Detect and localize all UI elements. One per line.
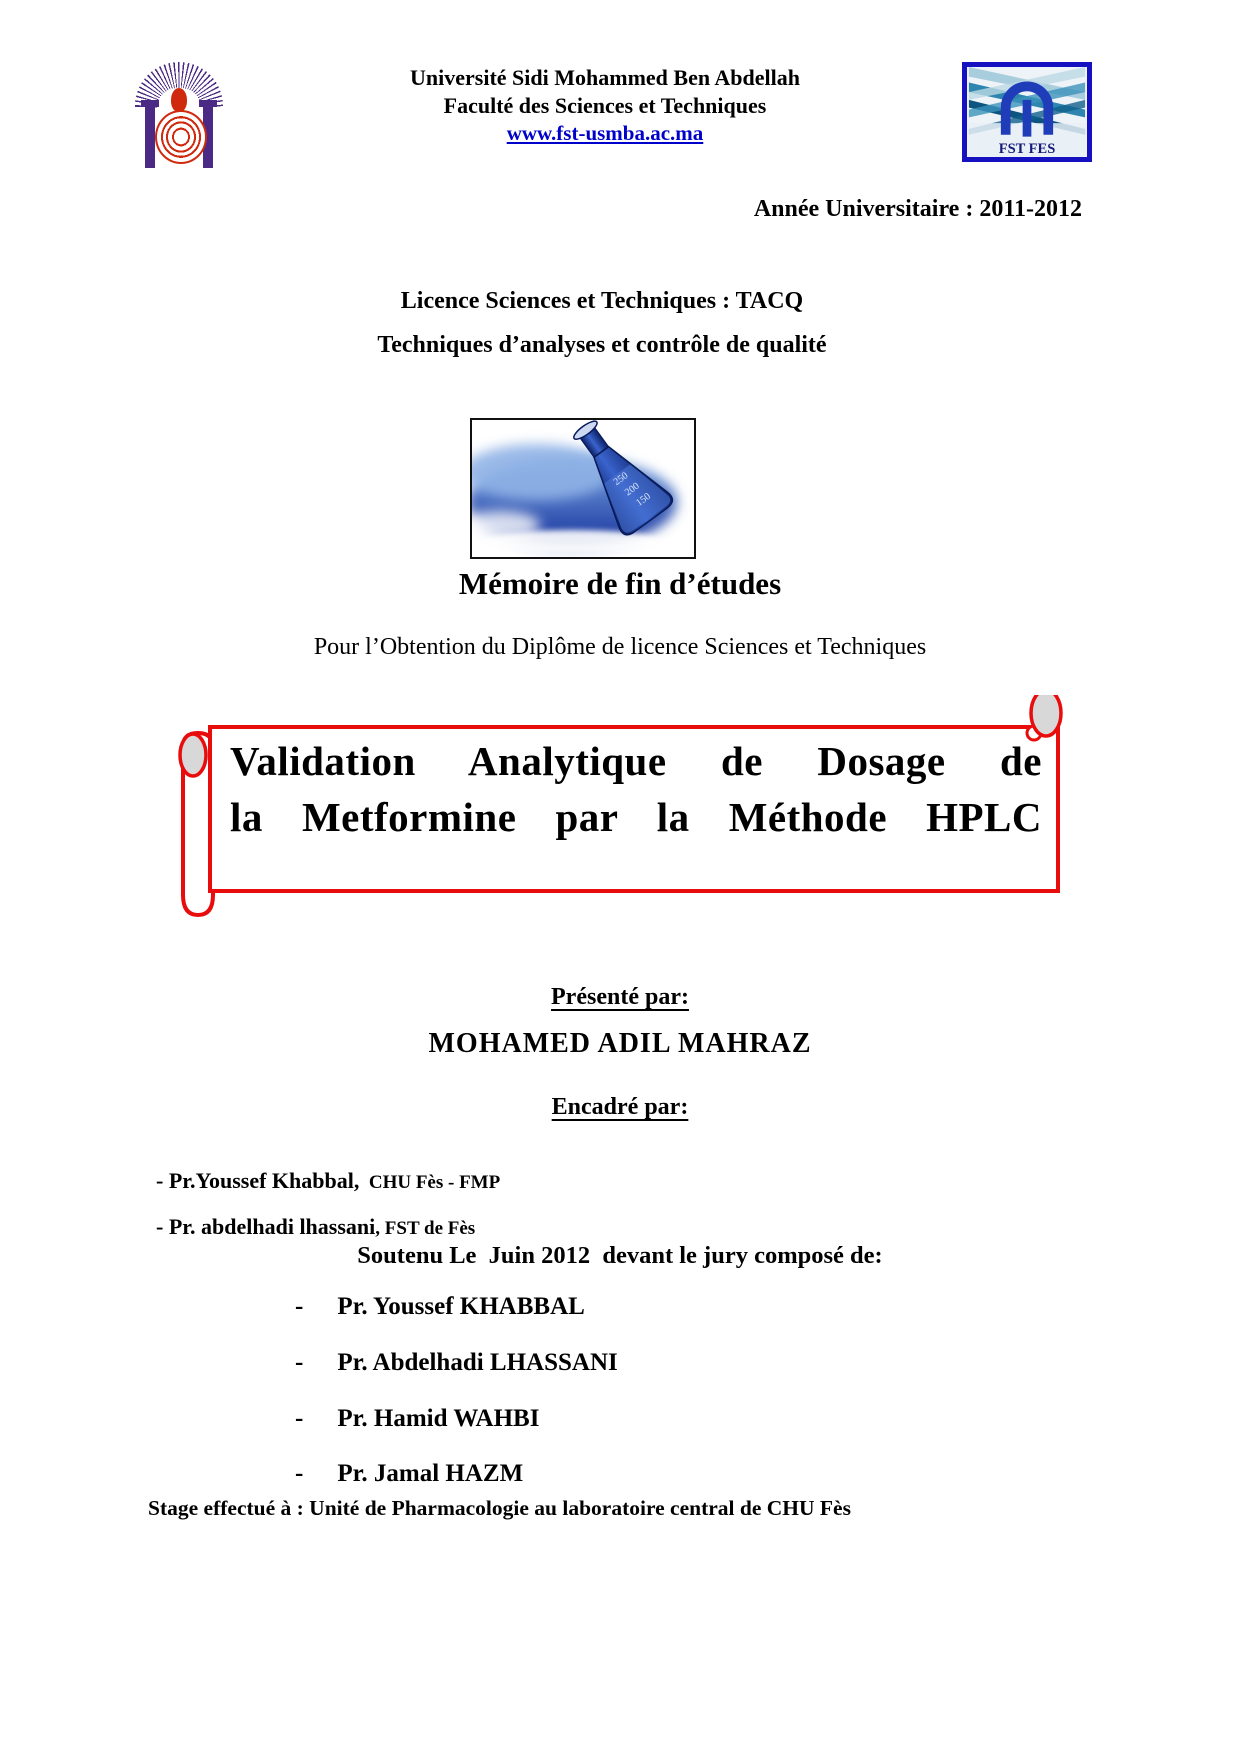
graduation-200: 200	[622, 480, 642, 499]
emblem-left-column	[145, 106, 155, 168]
university-name: Université Sidi Mohammed Ben Abdellah	[410, 65, 800, 90]
fst-logo-caption: FST FES	[998, 141, 1056, 157]
thesis-title-line2: la Metformine par la Méthode HPLC	[230, 794, 1042, 840]
jury-member-name: Pr. Jamal HAZM	[337, 1460, 524, 1487]
emblem-ornament	[171, 88, 187, 112]
jury-dash: -	[295, 1460, 304, 1487]
jury-dash: -	[295, 1349, 304, 1376]
fst-fes-logo-icon	[962, 62, 1092, 162]
supervisor-name: - Pr.Youssef Khabbal,	[156, 1168, 360, 1193]
program-degree-line: Licence Sciences et Techniques : TACQ	[400, 288, 804, 314]
jury-dash: -	[295, 1293, 304, 1320]
internship-location: Stage effectué à : Unité de Pharmacologie au laboratoire central de CHU Fès	[148, 1496, 851, 1520]
header	[255, 64, 955, 147]
graduation-250: 250	[611, 470, 631, 488]
jury-dash: -	[295, 1405, 304, 1432]
jury-member-name: Pr. Youssef KHABBAL	[337, 1293, 585, 1320]
thesis-title-line1: Validation Analytique de Dosage de	[230, 738, 1042, 784]
university-emblem-icon	[133, 62, 225, 168]
memoire-subheading: Pour l’Obtention du Diplôme de licence Sciences et Techniques	[313, 634, 927, 660]
program-specialty-line: Techniques d’analyses et contrôle de qualité	[377, 332, 827, 358]
supervisor-name: - Pr. abdelhadi lhassani	[156, 1214, 376, 1239]
flask-photo	[470, 418, 696, 559]
thesis-title	[230, 733, 1042, 845]
jury-member-row	[295, 1349, 618, 1377]
supervisor-affiliation: CHU Fès - FMP	[359, 1172, 501, 1193]
supervisor-affiliation: , FST de Fès	[375, 1218, 476, 1239]
presented-by-label: Présenté par:	[551, 984, 689, 1010]
academic-year: Année Universitaire : 2011-2012	[753, 196, 1082, 222]
jury-member-name: Pr. Hamid WAHBI	[337, 1405, 540, 1432]
supervised-by-label: Encadré par:	[551, 1094, 689, 1120]
emblem-medallion	[155, 110, 207, 164]
jury-member-row	[295, 1293, 585, 1321]
website-link[interactable]: www.fst-usmba.ac.ma	[506, 121, 704, 145]
memoire-heading: Mémoire de fin d’études	[458, 566, 782, 601]
graduation-150: 150	[634, 491, 653, 509]
defense-intro: Soutenu Le Juin 2012 devant le jury composé de:	[357, 1242, 883, 1269]
jury-member-row	[295, 1405, 539, 1433]
jury-member-name: Pr. Abdelhadi LHASSANI	[337, 1349, 618, 1376]
jury-member-row	[295, 1460, 523, 1488]
author-name: MOHAMED ADIL MAHRAZ	[428, 1028, 812, 1059]
faculty-name: Faculté des Sciences et Techniques	[443, 93, 767, 118]
